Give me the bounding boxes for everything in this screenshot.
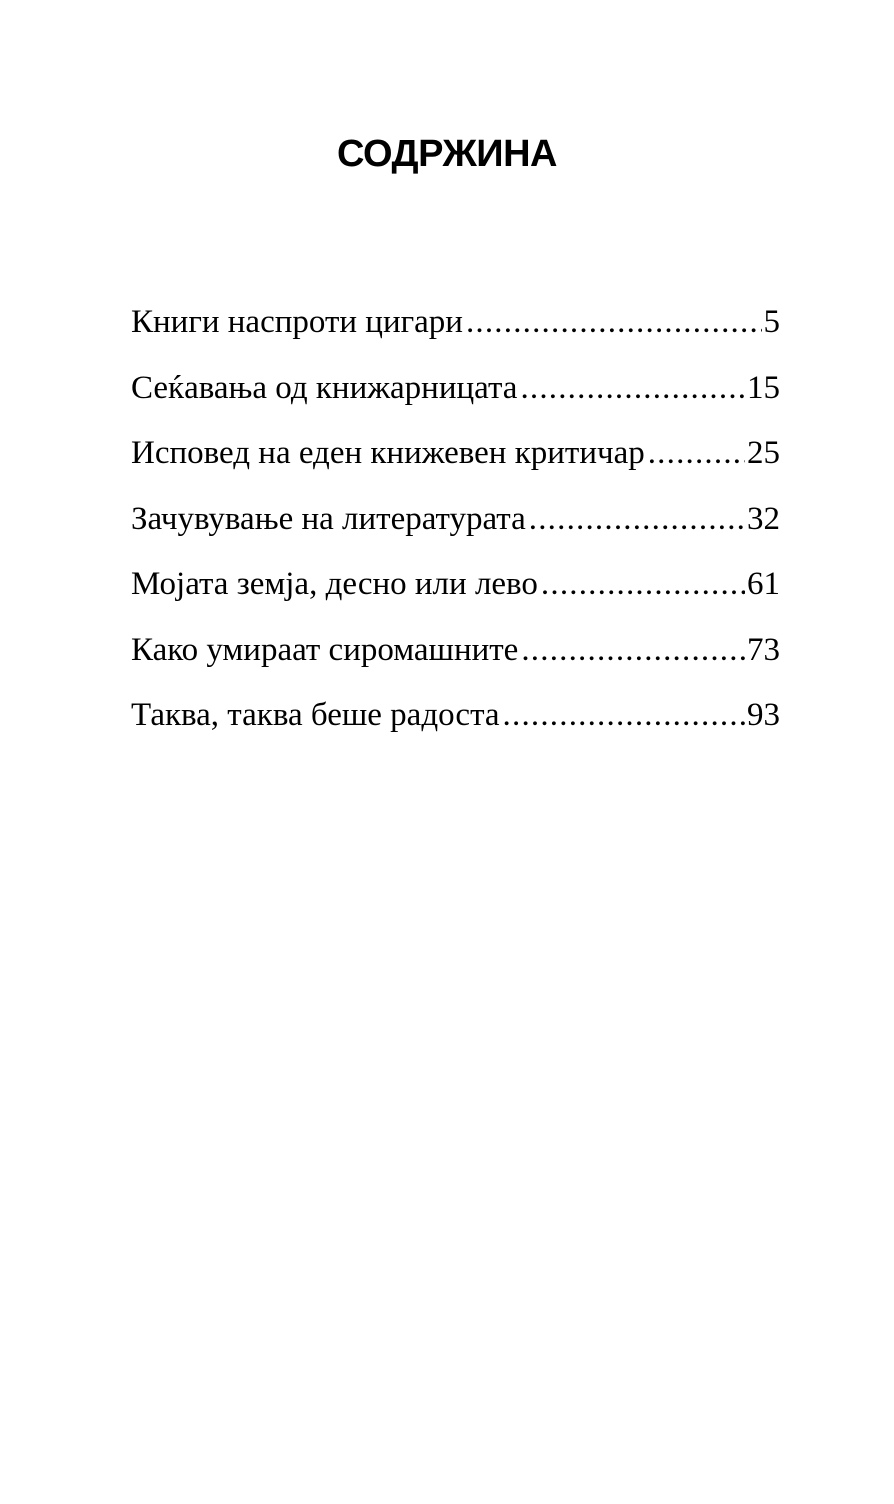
toc-entry-title: Исповед на еден книжевен критичар (131, 435, 645, 471)
page-title: СОДРЖИНА (336, 133, 557, 175)
toc-entry-page: 32 (747, 500, 780, 537)
dot-leader (521, 624, 745, 676)
toc-entry-title: Сеќавања од книжарницата (131, 369, 518, 406)
toc-entry[interactable] (131, 624, 780, 690)
toc-entry-page: 61 (747, 566, 780, 602)
toc-entry-page: 25 (747, 435, 780, 471)
dot-leader (520, 362, 745, 414)
toc-entry-title: Таква, таква беше радоста (131, 697, 500, 733)
toc-entry-page: 15 (747, 369, 780, 406)
toc-entry-title: Мојата земја, десно или лево (131, 566, 538, 602)
toc-entry-page: 73 (747, 631, 780, 668)
dot-leader (648, 427, 745, 479)
dot-leader (503, 689, 745, 741)
toc-entry[interactable] (131, 558, 780, 624)
toc-entry-title: Зачувување на литературата (131, 500, 526, 537)
toc-entry[interactable] (131, 689, 780, 755)
toc-entry-title: Како умираат сиромашните (131, 631, 519, 668)
toc-entry-page: 5 (763, 304, 780, 340)
toc-entry[interactable] (131, 493, 780, 559)
toc-entry[interactable] (131, 296, 780, 362)
dot-leader (529, 493, 745, 545)
dot-leader (541, 558, 745, 610)
dot-leader (466, 296, 762, 348)
toc-entry-page: 93 (747, 697, 780, 733)
toc-entry-title: Книги наспроти цигари (131, 304, 463, 340)
table-of-contents (131, 296, 780, 755)
toc-entry[interactable] (131, 362, 780, 428)
toc-entry[interactable] (131, 427, 780, 493)
